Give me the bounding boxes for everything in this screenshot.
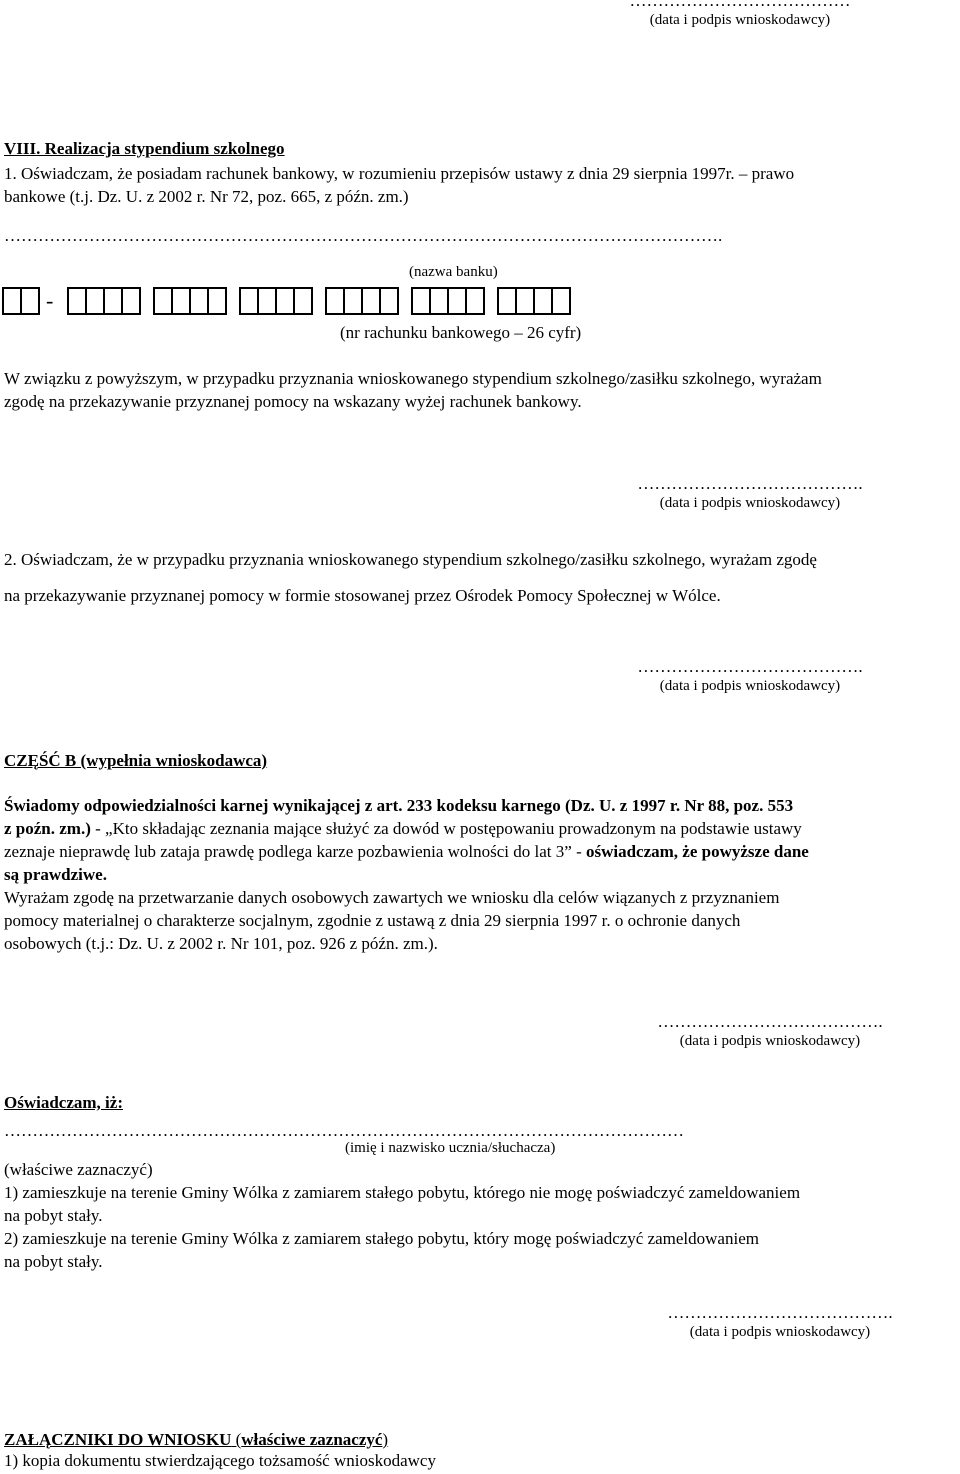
warning-bold: oświadczam, że powyższe dane <box>585 842 809 861</box>
digit-box[interactable] <box>189 287 209 315</box>
digit-box[interactable] <box>207 287 227 315</box>
warning-text: zeznaje nieprawdę lub zataja prawdę podlega karze pozbawienia wolności do lat 3” - <box>4 842 586 861</box>
consent-line: pomocy materialnej o charakterze socjalnym, zgodnie z ustawą z dnia 29 sierpnia 1997 r. o ochronie danych <box>4 911 741 930</box>
digit-box[interactable] <box>447 287 467 315</box>
digit-box[interactable] <box>257 287 277 315</box>
signature-block <box>600 1013 940 1051</box>
consent-line: W związku z powyższym, w przypadku przyznania wnioskowanego stypendium szkolnego/zasiłku szkolnego, wyrażam <box>4 369 822 388</box>
digit-box[interactable] <box>343 287 363 315</box>
attachments-title <box>4 1428 388 1451</box>
account-dash: - <box>46 288 54 313</box>
warning-line: Świadomy odpowiedzialności karnej wynikającej z art. 233 kodeksu karnego (Dz. U. z 1997 r. Nr 88, poz. 553 <box>4 796 794 815</box>
account-number-caption: (nr rachunku bankowego – 26 cyfr) <box>340 323 582 342</box>
bank-name-field[interactable]: ………………………………………………………………………………………………………………. <box>4 226 723 245</box>
signature-dots: ………………………………… <box>629 0 851 10</box>
attachments-title-bold: ZAŁĄCZNIKI DO WNIOSKU <box>4 1430 232 1449</box>
digit-box[interactable] <box>2 287 22 315</box>
signature-caption: (data i podpis wnioskodawcy) <box>659 495 841 511</box>
digit-box[interactable] <box>103 287 123 315</box>
digit-box[interactable] <box>67 287 87 315</box>
attachments-title-hint: właściwe zaznaczyć <box>241 1430 383 1449</box>
digit-box[interactable] <box>153 287 173 315</box>
consent-line: zgodę na przekazywanie przyznanej pomocy na wskazany wyżej rachunek bankowy. <box>4 392 582 411</box>
statement-line: bankowe (t.j. Dz. U. z 2002 r. Nr 72, poz. 665, z późn. zm.) <box>4 187 409 206</box>
option-line[interactable]: 2) zamieszkuje na terenie Gminy Wólka z zamiarem stałego pobytu, który mogę poświadczyć zameldowaniem <box>4 1229 759 1248</box>
attachments-title-close: ) <box>382 1430 389 1449</box>
signature-dots: …………………………………. <box>637 474 863 493</box>
hint-text: (właściwe zaznaczyć) <box>4 1160 153 1179</box>
signature-dots: …………………………………. <box>637 657 863 676</box>
signature-caption: (data i podpis wnioskodawcy) <box>659 678 841 694</box>
attachments-title-open: ( <box>231 1430 242 1449</box>
digit-box[interactable] <box>239 287 259 315</box>
digit-box[interactable] <box>293 287 313 315</box>
statement-line: 1. Oświadczam, że posiadam rachunek bankowy, w rozumieniu przepisów ustawy z dnia 29 sierpnia 1997r. – prawo <box>4 164 795 183</box>
option-line: na pobyt stały. <box>4 1206 103 1225</box>
signature-block <box>580 475 920 513</box>
signature-block <box>610 1304 950 1342</box>
signature-dots: …………………………………. <box>667 1303 893 1322</box>
signature-caption: (data i podpis wnioskodawcy) <box>689 1324 871 1340</box>
warning-bold: z poźn. zm.) <box>4 819 91 838</box>
option-line: na pobyt stały. <box>4 1252 103 1271</box>
digit-box[interactable] <box>465 287 485 315</box>
digit-box[interactable] <box>275 287 295 315</box>
digit-box[interactable] <box>533 287 553 315</box>
part-b-title: CZĘŚĆ B (wypełnia wnioskodawca) <box>4 751 268 770</box>
digit-box[interactable] <box>429 287 449 315</box>
digit-box[interactable] <box>515 287 535 315</box>
digit-box[interactable] <box>20 287 40 315</box>
digit-box[interactable] <box>551 287 571 315</box>
signature-block-top <box>560 0 920 30</box>
warning-line <box>4 817 956 840</box>
bank-name-caption: (nazwa banku) <box>409 264 498 280</box>
consent-line: Wyrażam zgodę na przetwarzanie danych osobowych zawartych we wniosku dla celów wiązanych z przyznaniem <box>4 888 780 907</box>
statement-line: 2. Oświadczam, że w przypadku przyznania wnioskowanego stypendium szkolnego/zasiłku szkolnego, wyrażam zgodę <box>4 550 817 569</box>
student-name-caption: (imię i nazwisko ucznia/słuchacza) <box>345 1140 556 1156</box>
consent-line: osobowych (t.j.: Dz. U. z 2002 r. Nr 101, poz. 926 z późn. zm.). <box>4 934 438 953</box>
digit-box[interactable] <box>121 287 141 315</box>
digit-box[interactable] <box>325 287 345 315</box>
digit-box[interactable] <box>85 287 105 315</box>
signature-dots: …………………………………. <box>657 1012 883 1031</box>
signature-block <box>580 658 920 696</box>
statement-line: na przekazywanie przyznanej pomocy w formie stosowanej przez Ośrodek Pomocy Społecznej w Wólce. <box>4 586 721 605</box>
section-title: VIII. Realizacja stypendium szkolnego <box>4 139 285 158</box>
declaration-title: Oświadczam, iż: <box>4 1093 123 1112</box>
student-name-field[interactable]: ………………………………………………………………………………………………………… <box>4 1121 684 1140</box>
digit-box[interactable] <box>361 287 381 315</box>
account-number-boxes[interactable] <box>4 286 571 316</box>
warning-line: są prawdziwe. <box>4 865 107 884</box>
digit-box[interactable] <box>171 287 191 315</box>
attachment-item[interactable]: 1) kopia dokumentu stwierdzającego tożsamość wnioskodawcy <box>4 1451 436 1470</box>
digit-box[interactable] <box>497 287 517 315</box>
warning-line <box>4 840 956 863</box>
digit-box[interactable] <box>411 287 431 315</box>
warning-text: - „Kto składając zeznania mające służyć za dowód w postępowaniu prowadzonym na podstawie ustawy <box>90 819 802 838</box>
option-line[interactable]: 1) zamieszkuje na terenie Gminy Wólka z zamiarem stałego pobytu, którego nie mogę poświadczyć zameldowaniem <box>4 1183 801 1202</box>
signature-caption: (data i podpis wnioskodawcy) <box>679 1033 861 1049</box>
digit-box[interactable] <box>379 287 399 315</box>
signature-caption: (data i podpis wnioskodawcy) <box>649 12 831 28</box>
